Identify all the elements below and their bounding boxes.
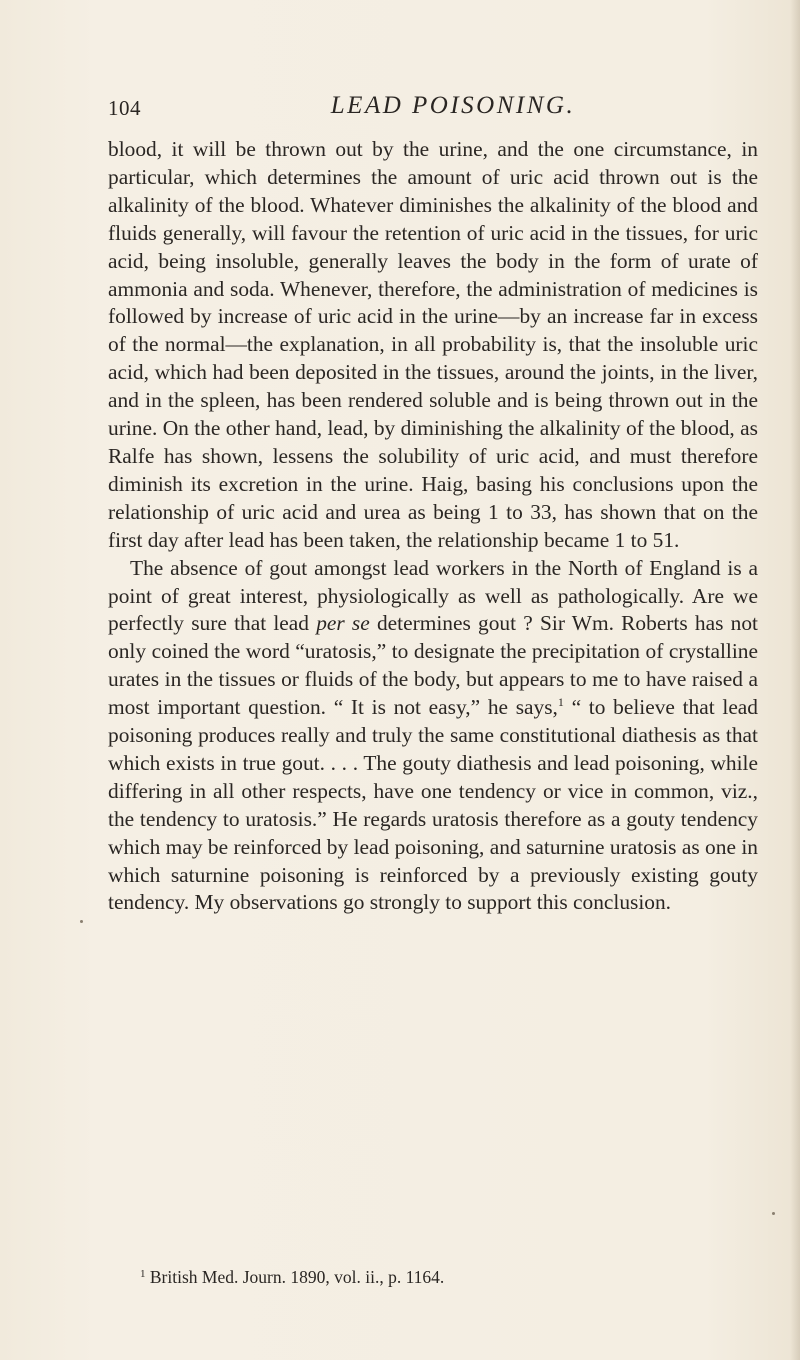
paragraph-2	[108, 555, 758, 918]
running-head	[108, 92, 758, 122]
body-text	[108, 136, 758, 917]
running-title: LEAD POISONING.	[330, 92, 576, 119]
page-number: 104	[108, 96, 141, 120]
paper-speck	[80, 920, 83, 923]
paragraph-2-text-c: “ to believe that lead poisoning produces really and truly the same constitutional diathesis as that which exists in true gout. . . . The gouty diathesis and lead poisoning, while differing in all other respects, have one tendency or vice in common, viz., the tendency to uratosis.” He regards uratosis therefore as a gouty tendency which may be reinforced by lead poisoning, and saturnine uratosis as one in which saturnine poisoning is reinforced by a previously existing gouty tendency. My observations go strongly to support this conclusion.	[108, 695, 758, 915]
italic-phrase: per se	[316, 611, 370, 636]
footnote-text: British Med. Journ. 1890, vol. ii., p. 1164.	[145, 1267, 445, 1287]
paragraph-2-text-a: The absence of gout amongst lead workers in the North of England is a point of great interest, physiologically as well as pathologically. Are we perfectly sure that lead	[108, 555, 758, 636]
footnote-marker: 1	[140, 1268, 146, 1280]
page-edge-shadow	[790, 0, 800, 1360]
paragraph-2-text-b: determines gout ? Sir Wm. Roberts has not only coined the word “uratosis,” to designate the precipitation of crystalline urates in the tissues or fluids of the body, but appears to me to have raised a most important question. “ It is not easy,” he says,	[108, 611, 758, 720]
footnote	[140, 1266, 740, 1288]
paper-speck	[772, 1212, 775, 1215]
footnote-reference: 1	[557, 695, 564, 710]
paragraph-1: blood, it will be thrown out by the urine, and the one circumstance, in particular, which determines the amount of uric acid thrown out is the alkalinity of the blood. Whatever diminishes the alkalinity of the blood and fluids generally, will favour the retention of uric acid in the tissues, for uric acid, being insoluble, generally leaves the body in the form of urate of ammonia and soda. Whenever, therefore, the administration of medicines is followed by increase of uric acid in the urine—by an increase far in excess of the normal—the explanation, in all probability is, that the insoluble uric acid, which had been deposited in the tissues, around the joints, in the liver, and in the spleen, has been rendered soluble and is being thrown out in the urine. On the other hand, lead, by diminishing the alkalinity of the blood, as Ralfe has shown, lessens the solubility of uric acid, and must therefore diminish its excretion in the urine. Haig, basing his conclusions upon the relationship of uric acid and urea as being 1 to 33, has shown that on the first day after lead has been taken, the relationship became 1 to 51.	[108, 137, 758, 552]
